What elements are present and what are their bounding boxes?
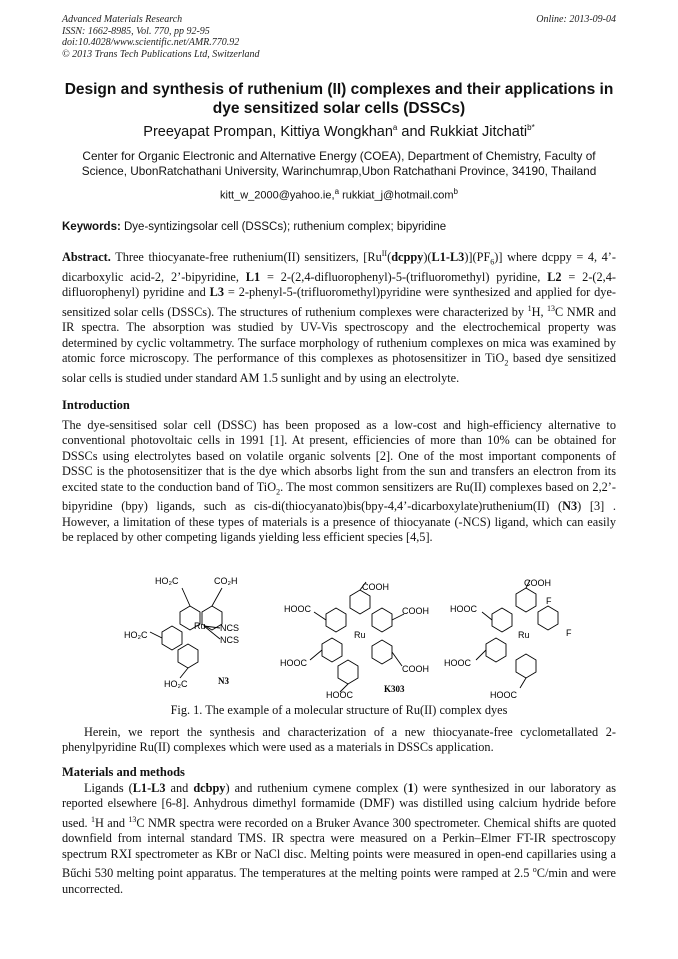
intro-heading: Introduction [62,398,130,412]
c3-label-b: HOOC [490,690,517,700]
abstract-text: C NMR and IR spectra. The absorption was studied by UV-Vis spectroscopy and the electrochemical property was determined by cyclic voltammetry. The surface morphology of ruthenium complexes on mica was examined by atomic force microscopy. The performance of this complexes as photosensitizer in TiO [62,304,617,366]
email-2-marker: b [453,187,458,196]
ring [538,606,558,630]
intro-paragraph [62,418,616,546]
abstract-sub: 6 [490,257,495,267]
ring [492,608,512,632]
abstract-text: ( [387,250,392,265]
bond [520,678,526,688]
author-2-marker: a [392,123,398,132]
author-3: and Rukkiat Jitchati [397,123,528,140]
abstract-text: )( [423,250,432,265]
abstract-sub: 2 [504,358,509,368]
ring [350,590,370,614]
bond [212,588,222,606]
n3-label-tr: CO₂H [214,576,238,586]
mm-bold: dcbpy [193,781,226,795]
structure-n3 [150,588,222,678]
ring [162,626,182,650]
n3-compound-label: N3 [218,676,229,686]
ring [372,608,392,632]
ring [326,608,346,632]
author-3-marker: b* [527,123,535,132]
mm-text: and [165,781,194,795]
author-list [40,123,638,140]
bond [476,650,486,660]
intro-bold: N3 [562,499,578,514]
c3-fluorine-1: F [546,596,552,606]
c3-label-bl: HOOC [444,658,471,668]
materials-methods-heading: Materials and methods [62,765,185,779]
intro-text: ) [3] . However, a limitation of these types of materials is a presence of thiocyanate (-NCS) ligand, which can easily be replaced by other competing ligands yielding less efficient species [4,5]. [62,499,616,545]
herein-paragraph: Herein, we report the synthesis and characterization of a new thiocyanate-free cyclometallated 2-phenylpyridine Ru(II) complexes which were used as a materials in DSSCs application. [62,725,616,755]
figure-caption: Fig. 1. The example of a molecular structure of Ru(II) complex dyes [170,703,508,717]
affiliation: Center for Organic Electronic and Alternative Energy (COEA), Department of Chemistry, Faculty of Science, UbonRatchathani University, Warinchumrap,Ubon Ratchathani Province, 34190, Thailand [81,149,597,178]
abstract-text: )](PF [464,250,491,265]
k303-compound-label: K303 [384,684,405,694]
abstract-bold: L1-L3 [431,250,465,265]
mm-sup: o [532,865,537,875]
n3-label-l: HO₂C [124,630,148,640]
bond [392,652,402,666]
abstract-sup: 13 [547,303,556,313]
bond [180,668,188,678]
emails [62,187,616,202]
c3-label-l: HOOC [450,604,477,614]
n3-ncs-2: NCS [220,635,240,645]
c3-fluorine-2: F [566,628,572,638]
abstract-sup: 1 [527,303,532,313]
copyright: © 2013 Trans Tech Publications Ltd, Switzerland [62,48,260,60]
k303-label-t: COOH [362,582,389,592]
keywords-text: Dye-syntizingsolar cell (DSSCs); ruthenium complex; bipyridine [120,221,447,233]
k303-ru: Ru [354,630,366,640]
bond [150,632,162,638]
doi: doi:10.4028/www.scientific.net/AMR.770.92 [62,37,240,48]
figure-molecular-structures [110,574,580,700]
keywords [62,221,616,233]
paper-title: Design and synthesis of ruthenium (II) complexes and their applications in dye sensitized solar cells (DSSCs) [64,81,614,117]
c3-label-t: COOH [524,578,551,588]
abstract-bold: L2 [547,269,562,284]
abstract-text: H, [531,304,548,319]
c3-ru: Ru [518,630,530,640]
materials-methods-paragraph [62,781,616,897]
page-header [62,14,616,60]
k303-label-r: COOH [402,606,429,616]
email-1-marker: a [334,187,340,196]
mm-sup: 1 [91,814,95,824]
mm-text: H and [95,815,129,830]
author-2: Kittiya Wongkhan [280,123,393,140]
k303-label-l: HOOC [284,604,311,614]
abstract [62,246,616,386]
abstract-text: = 2-phenyl-5-(trifluoromethyl)pyridine were synthesized and applied for dye-sensitized solar cells (DSSCs). The structures of ruthenium complexes were characterized by [62,285,617,319]
abstract-bold: dcppy [391,250,424,265]
mm-sup: 13 [128,814,137,824]
k303-label-bl: HOOC [280,658,307,668]
abstract-bold: L3 [209,285,225,300]
intro-text: . The most common sensitizers are Ru(II) complexes based on 2,2’-bipyridine (bpy) ligands, such as cis-di(thiocyanato)bis(bpy-4,4’-dicarboxylate)ruthenium(II) ( [62,479,616,514]
n3-ncs-1: NCS [220,623,240,633]
online-date: Online: 2013-09-04 [536,14,616,25]
abstract-text: Three thiocyanate-free ruthenium(II) sensitizers, [Ru [110,250,382,265]
ring [372,640,392,664]
email-2[interactable]: rukkiat_j@hotmail.com [339,189,454,202]
issn: ISSN: 1662-8985, Vol. 770, pp 92-95 [62,25,210,37]
k303-label-b: HOOC [326,690,353,700]
author-1: Preeyapat Prompan, [143,123,281,140]
n3-label-b: HO₂C [164,679,188,689]
ring [178,644,198,668]
mm-bold: 1 [407,781,414,795]
journal-name: Advanced Materials Research [62,14,183,25]
ring [322,638,342,662]
abstract-sup: II [381,249,388,258]
mm-text: ) and ruthenium cymene complex ( [225,781,408,795]
ring [486,638,506,662]
intro-sub: 2 [276,487,281,497]
bond [182,588,190,606]
abstract-text: )] where dcppy = 4, 4’-dicarboxylic acid-2, 2’-bipyridine, [62,250,616,284]
abstract-bold: L1 [245,269,261,284]
abstract-label: Abstract. [62,250,111,265]
k303-label-br: COOH [402,664,429,674]
abstract-text: = 2-(2,4-difluorophenyl) pyridine and [62,269,616,300]
mm-text: Ligands ( [84,781,133,795]
bond [482,612,492,620]
mm-text: C NMR spectra were recorded on a Bruker Avance 300 spectrometer. Chemical shifts are quoted downfield from internal standard TMS. IR spectra were measured on a Perkin–Elmer FT-IR spectroscopy spectrum RXI spectrometer as KBr or NaCl disc. Melting points were measured in open-end capillaries using a Bűchi 530 melting point apparatus. The temperatures at the melting points were ramped at 2.5 [62,815,616,881]
abstract-text: = 2-(2,4-difluorophenyl)-5-(trifluoromethyl) pyridine, [260,269,548,284]
mm-text: ) were synthesized in our laboratory as reported elsewhere [6-8]. Anhydrous dimethyl formamide (DMF) was distilled using calcium hydride before used. [62,781,616,830]
mm-bold: L1-L3 [132,781,166,795]
bond [310,650,322,660]
n3-label-tl: HO₂C [155,576,179,586]
mm-text: C/min and were uncorrected. [62,866,616,896]
intro-text: The dye-sensitised solar cell (DSSC) has been proposed as a low-cost and high-efficiency alternative to conventional photovoltaic cells in 1991 [1]. At present, efficiencies of more than 10% can be obtained for DSSCs using electrolytes based on volatile organic solvents [2]. One of the most important components of DSSC is the photosensitizer that is the dye which absorbs light from the sun and transfers an electron from its excited state to the conduction band of TiO [62,418,616,494]
n3-ru: Ru [194,621,206,631]
ring [338,660,358,684]
ring [516,654,536,678]
ring [516,588,536,612]
keywords-label: Keywords: [62,221,121,233]
email-1[interactable]: kitt_w_2000@yahoo.ie, [220,189,335,202]
bond [314,612,326,620]
abstract-text: based dye sensitized solar cells is studied under standard AM 1.5 sunlight and by using an electrolyte. [62,351,616,385]
